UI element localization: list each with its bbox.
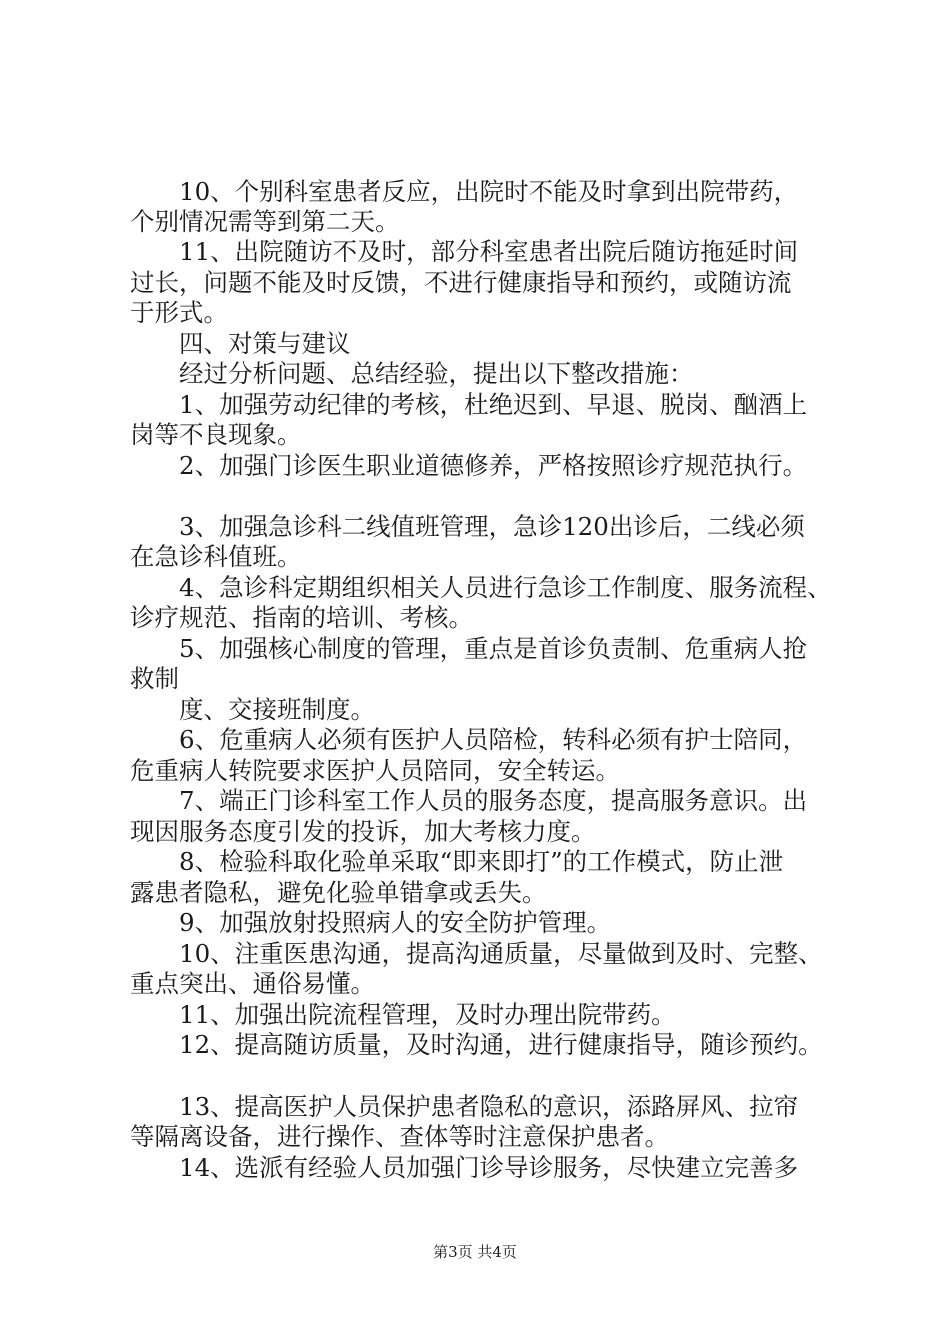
page-footer: 第3页 共4页 — [433, 1243, 517, 1261]
text-line: 10、注重医患沟通，提高沟通质量，尽量做到及时、完整、 — [179, 939, 823, 968]
section-heading: 四、对策与建议 — [179, 329, 351, 358]
text-line: 救制 — [130, 664, 179, 693]
text-line: 岗等不良现象。 — [130, 420, 302, 449]
text-line: 5、加强核心制度的管理，重点是首诊负责制、危重病人抢 — [179, 634, 808, 663]
text-line: 13、提高医护人员保护患者隐私的意识，添路屏风、拉帘 — [179, 1092, 799, 1121]
text-line: 9、加强放射投照病人的安全防护管理。 — [179, 908, 612, 937]
text-line: 经过分析问题、总结经验，提出以下整改措施： — [179, 359, 694, 388]
text-line: 7、端正门诊科室工作人员的服务态度，提高服务意识。出 — [179, 786, 808, 815]
text-line: 危重病人转院要求医护人员陪同，安全转运。 — [130, 756, 620, 785]
text-line: 1、加强劳动纪律的考核，杜绝迟到、早退、脱岗、酗酒上 — [179, 390, 808, 419]
text-line: 露患者隐私，避免化验单错拿或丢失。 — [130, 878, 547, 907]
text-line: 2、加强门诊医生职业道德修养，严格按照诊疗规范执行。 — [179, 451, 808, 480]
text-line: 14、选派有经验人员加强门诊导诊服务，尽快建立完善多 — [179, 1153, 799, 1182]
text-line: 诊疗规范、指南的培训、考核。 — [130, 603, 473, 632]
text-line: 现因服务态度引发的投诉，加大考核力度。 — [130, 817, 596, 846]
text-line: 11、加强出院流程管理，及时办理出院带药。 — [179, 1000, 676, 1029]
text-line: 在急诊科值班。 — [130, 542, 302, 571]
text-line: 3、加强急诊科二线值班管理，急诊120出诊后，二线必须 — [179, 512, 805, 541]
text-line: 8、检验科取化验单采取“即来即打”的工作模式，防止泄 — [179, 847, 784, 876]
text-line: 过长，问题不能及时反馈，不进行健康指导和预约，或随访流 — [130, 268, 792, 297]
text-line: 等隔离设备，进行操作、查体等时注意保护患者。 — [130, 1122, 669, 1151]
text-line: 重点突出、通俗易懂。 — [130, 969, 375, 998]
text-line: 6、危重病人必须有医护人员陪检，转科必须有护士陪同， — [179, 725, 808, 754]
text-line: 于形式。 — [130, 298, 228, 327]
text-line: 10、个别科室患者反应，出院时不能及时拿到出院带药， — [179, 177, 799, 206]
text-line: 11、出院随访不及时，部分科室患者出院后随访拖延时间 — [179, 237, 799, 266]
text-line: 4、急诊科定期组织相关人员进行急诊工作制度、服务流程、 — [179, 573, 832, 602]
text-line: 12、提高随访质量，及时沟通，进行健康指导，随诊预约。 — [179, 1030, 823, 1059]
text-line: 个别情况需等到第二天。 — [130, 207, 400, 236]
text-line: 度、交接班制度。 — [179, 695, 375, 724]
